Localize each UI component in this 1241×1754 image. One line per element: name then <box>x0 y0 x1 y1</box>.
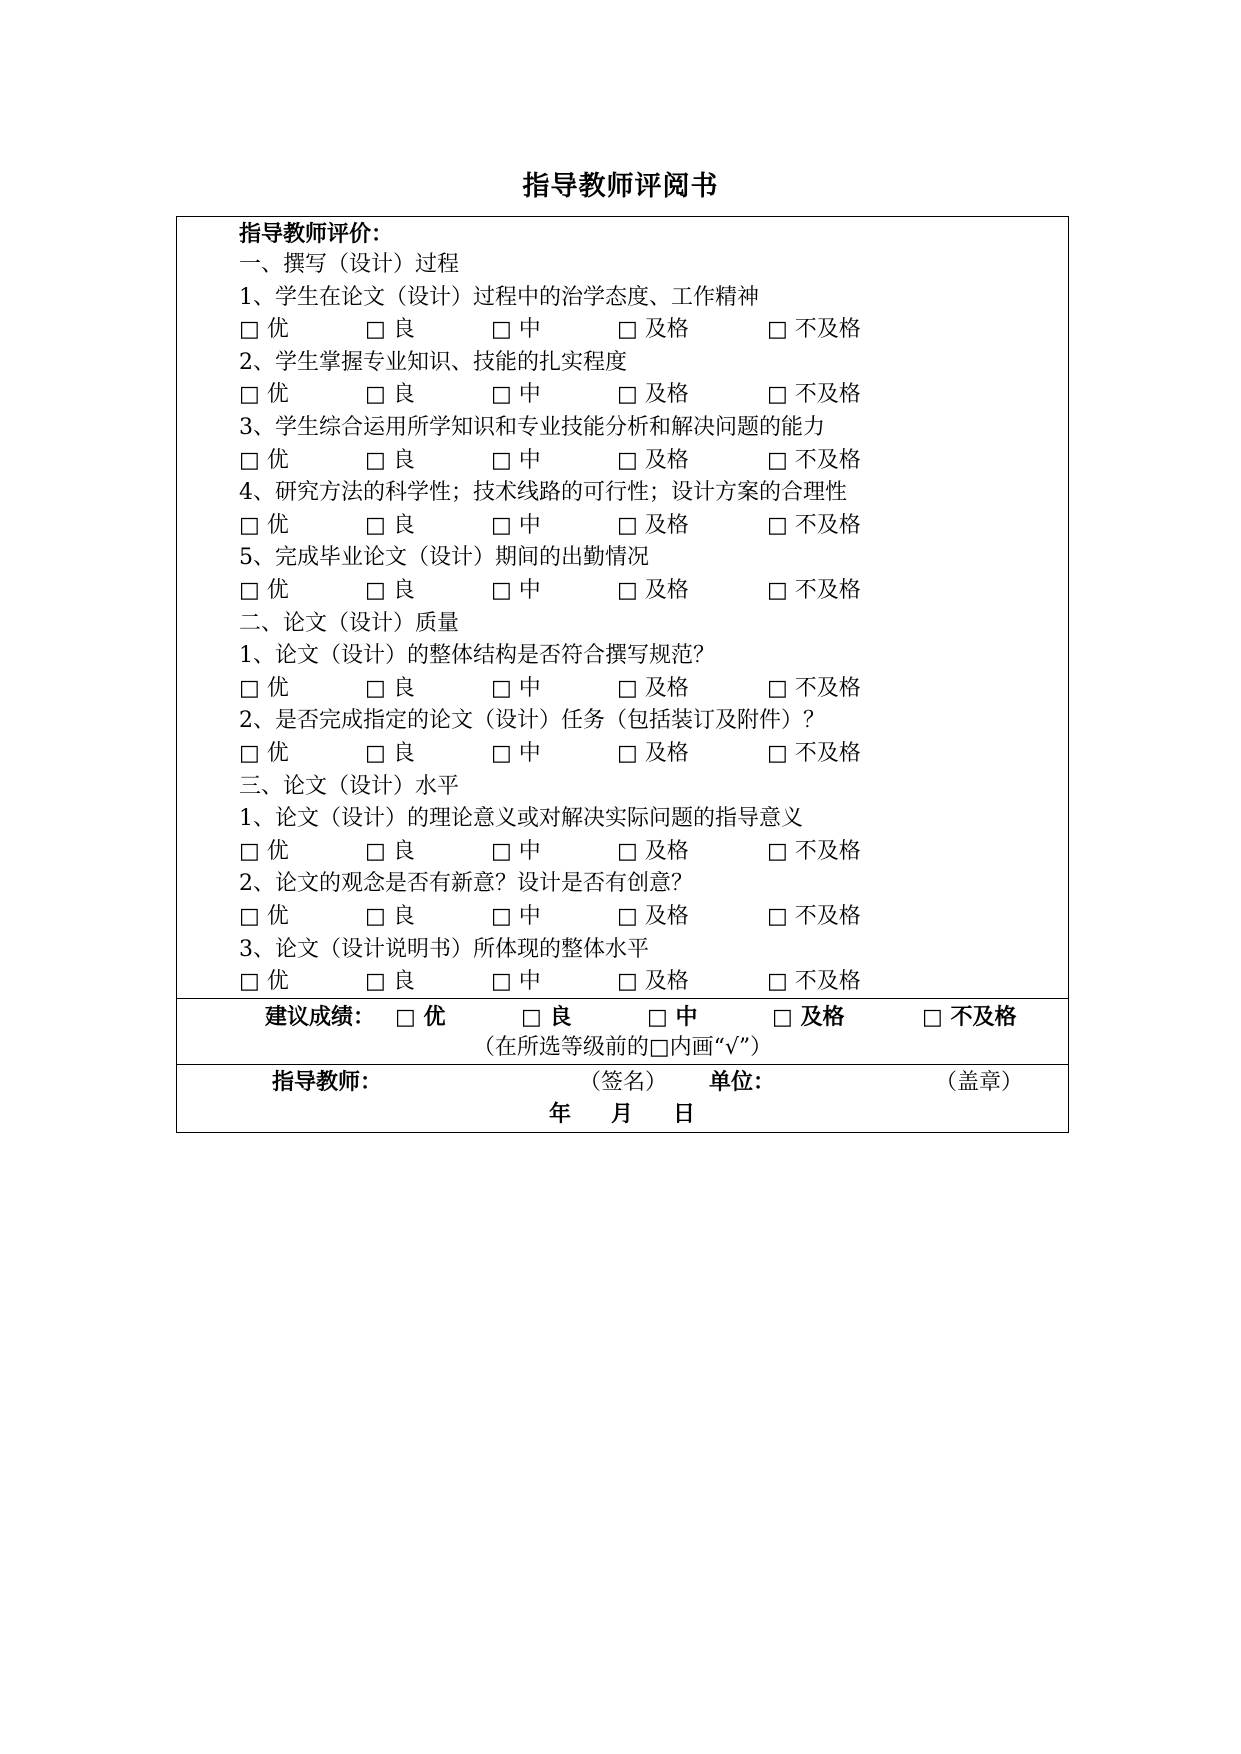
review-form <box>176 216 1069 1133</box>
rating-option-fail[interactable]: □ 不及格 <box>767 904 861 929</box>
rating-option-fail[interactable]: □ 不及格 <box>767 675 861 701</box>
grade-option-pass[interactable]: □ 及格 <box>772 1005 845 1030</box>
rating-option-fail[interactable]: □ 不及格 <box>767 969 861 995</box>
page-title: 指导教师评阅书 <box>522 171 719 202</box>
grade-option-excellent[interactable]: □ 优 <box>395 1005 446 1030</box>
rating-option-good[interactable]: □ 良 <box>365 382 415 408</box>
rating-option-pass[interactable]: □ 及格 <box>617 447 689 473</box>
teacher-label: 指导教师： <box>272 1070 383 1095</box>
rating-option-fail[interactable]: □ 不及格 <box>767 447 861 473</box>
criterion-text: 5、完成毕业论文（设计）期间的出勤情况 <box>239 545 649 571</box>
evaluation-section <box>177 217 1068 999</box>
date-day: 日 <box>673 1102 696 1127</box>
rating-option-pass[interactable]: □ 及格 <box>617 904 689 929</box>
criterion-text: 1、论文（设计）的理论意义或对解决实际问题的指导意义 <box>239 806 803 832</box>
rating-option-fail[interactable]: □ 不及格 <box>767 512 861 538</box>
rating-option-fail[interactable]: □ 不及格 <box>767 838 861 864</box>
rating-option-medium[interactable]: □ 中 <box>491 578 541 603</box>
criterion-text: 3、学生综合运用所学知识和专业技能分析和解决问题的能力 <box>239 415 825 440</box>
rating-option-good[interactable]: □ 良 <box>365 512 415 538</box>
suggested-grade-label: 建议成绩： <box>265 1005 376 1030</box>
date-year: 年 <box>549 1102 572 1127</box>
rating-option-excellent[interactable]: □ 优 <box>239 317 289 343</box>
section-heading: 二、论文（设计）质量 <box>239 610 460 636</box>
grade-option-medium[interactable]: □ 中 <box>647 1005 698 1030</box>
criterion-text: 4、研究方法的科学性；技术线路的可行性；设计方案的合理性 <box>239 480 847 506</box>
criterion-text: 2、论文的观念是否有新意？设计是否有创意？ <box>239 871 693 897</box>
rating-option-medium[interactable]: □ 中 <box>491 317 541 343</box>
criterion-text: 2、学生掌握专业知识、技能的扎实程度 <box>239 349 627 375</box>
rating-option-excellent[interactable]: □ 优 <box>239 675 289 701</box>
grade-instruction-note: （在所选等级前的□内画“√”） <box>472 1035 773 1060</box>
criterion-text: 1、学生在论文（设计）过程中的治学态度、工作精神 <box>239 284 759 310</box>
rating-option-excellent[interactable]: □ 优 <box>239 382 289 408</box>
rating-option-medium[interactable]: □ 中 <box>491 969 541 995</box>
criterion-text: 2、是否完成指定的论文（设计）任务（包括装订及附件）？ <box>239 708 825 734</box>
signature-section <box>177 1065 1068 1134</box>
rating-option-medium[interactable]: □ 中 <box>491 741 541 766</box>
date-month: 月 <box>611 1102 634 1127</box>
rating-option-pass[interactable]: □ 及格 <box>617 317 689 343</box>
rating-option-good[interactable]: □ 良 <box>365 578 415 603</box>
rating-option-good[interactable]: □ 良 <box>365 904 415 929</box>
criterion-text: 1、论文（设计）的整体结构是否符合撰写规范？ <box>239 643 715 669</box>
rating-option-medium[interactable]: □ 中 <box>491 447 541 473</box>
rating-option-excellent[interactable]: □ 优 <box>239 969 289 995</box>
section-heading: 一、撰写（设计）过程 <box>239 252 460 277</box>
section-heading: 三、论文（设计）水平 <box>239 773 460 799</box>
rating-option-pass[interactable]: □ 及格 <box>617 578 689 603</box>
rating-option-excellent[interactable]: □ 优 <box>239 904 289 929</box>
rating-option-excellent[interactable]: □ 优 <box>239 578 289 603</box>
rating-option-medium[interactable]: □ 中 <box>491 675 541 701</box>
rating-option-medium[interactable]: □ 中 <box>491 512 541 538</box>
rating-option-excellent[interactable]: □ 优 <box>239 838 289 864</box>
signature-note: （签名） <box>579 1070 668 1095</box>
rating-option-pass[interactable]: □ 及格 <box>617 838 689 864</box>
evaluation-heading: 指导教师评价： <box>239 222 394 247</box>
rating-option-medium[interactable]: □ 中 <box>491 838 541 864</box>
rating-option-pass[interactable]: □ 及格 <box>617 741 689 766</box>
rating-option-good[interactable]: □ 良 <box>365 447 415 473</box>
grade-option-fail[interactable]: □ 不及格 <box>922 1005 1017 1030</box>
rating-option-good[interactable]: □ 良 <box>365 838 415 864</box>
rating-option-good[interactable]: □ 良 <box>365 675 415 701</box>
rating-option-fail[interactable]: □ 不及格 <box>767 741 861 766</box>
rating-option-fail[interactable]: □ 不及格 <box>767 382 861 408</box>
unit-label: 单位： <box>709 1070 776 1095</box>
rating-option-good[interactable]: □ 良 <box>365 741 415 766</box>
rating-option-fail[interactable]: □ 不及格 <box>767 317 861 343</box>
rating-option-pass[interactable]: □ 及格 <box>617 382 689 408</box>
rating-option-medium[interactable]: □ 中 <box>491 382 541 408</box>
rating-option-pass[interactable]: □ 及格 <box>617 675 689 701</box>
criterion-text: 3、论文（设计说明书）所体现的整体水平 <box>239 936 649 962</box>
rating-option-good[interactable]: □ 良 <box>365 969 415 995</box>
rating-option-medium[interactable]: □ 中 <box>491 904 541 929</box>
rating-option-good[interactable]: □ 良 <box>365 317 415 343</box>
rating-option-pass[interactable]: □ 及格 <box>617 512 689 538</box>
stamp-note: （盖章） <box>935 1070 1024 1095</box>
grade-option-good[interactable]: □ 良 <box>521 1005 572 1030</box>
rating-option-excellent[interactable]: □ 优 <box>239 447 289 473</box>
rating-option-excellent[interactable]: □ 优 <box>239 741 289 766</box>
rating-option-excellent[interactable]: □ 优 <box>239 512 289 538</box>
suggested-grade-section <box>177 999 1068 1065</box>
rating-option-fail[interactable]: □ 不及格 <box>767 578 861 603</box>
rating-option-pass[interactable]: □ 及格 <box>617 969 689 995</box>
